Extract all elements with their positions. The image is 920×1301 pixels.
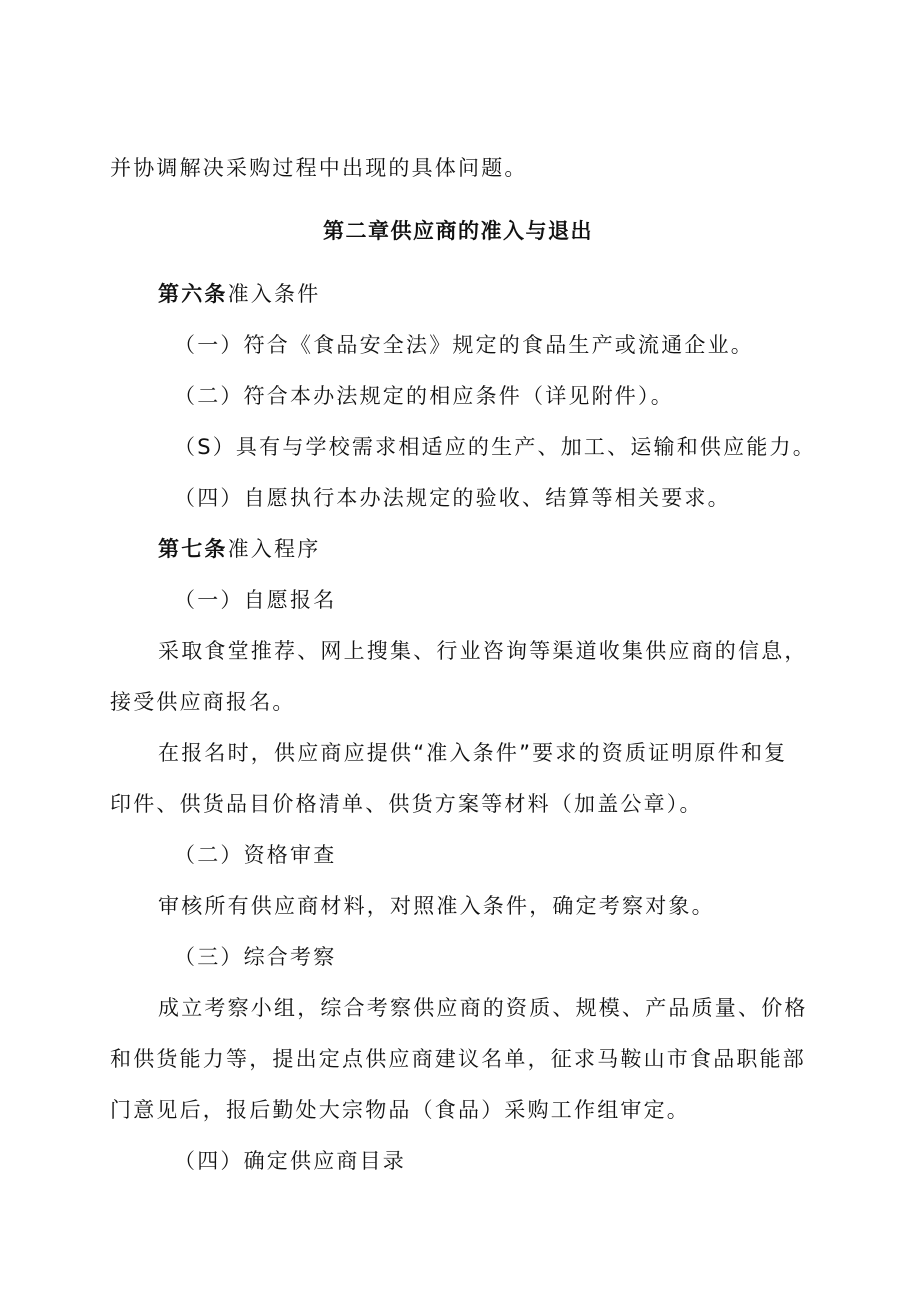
chapter-title: 第二章供应商的准入与退出 <box>323 219 593 243</box>
article-6-heading <box>158 279 320 309</box>
article-6-item-1: （一）符合《食品安全法》规定的食品生产或流通企业。 <box>174 333 754 357</box>
article-7-title: 准入程序 <box>227 537 321 561</box>
article-7-step-3-line-1: 成立考察小组，综合考察供应商的资质、规模、产品质量、价格 <box>158 996 808 1020</box>
article-7-heading <box>158 534 320 564</box>
article-7-step-3-line-3: 门意见后，报后勤处大宗物品（食品）采购工作组审定。 <box>110 1098 690 1122</box>
article-7-step-3-title: （三）综合考察 <box>174 945 337 969</box>
article-7-step-1-paragraph-1-line-1: 采取食堂推荐、网上搜集、行业咨询等渠道收集供应商的信息， <box>158 639 808 663</box>
continuation-text: 并协调解决采购过程中出现的具体问题。 <box>110 156 528 180</box>
article-7-step-1-paragraph-1-line-2: 接受供应商报名。 <box>110 690 296 714</box>
article-7-step-4-title: （四）确定供应商目录 <box>174 1149 406 1173</box>
article-6-item-4: （四）自愿执行本办法规定的验收、结算等相关要求。 <box>174 486 731 510</box>
article-6-item-2: （二）符合本办法规定的相应条件（详见附件）。 <box>174 384 674 408</box>
article-7-step-2-text: 审核所有供应商材料，对照准入条件，确定考察对象。 <box>158 894 715 918</box>
article-6-title: 准入条件 <box>227 282 321 306</box>
article-7-step-1-paragraph-2-line-1: 在报名时，供应商应提供“准入条件”要求的资质证明原件和复 <box>158 741 788 765</box>
article-7-step-1-title: （一）自愿报名 <box>174 588 337 612</box>
article-7-step-3-line-2: 和供货能力等，提出定点供应商建议名单，征求马鞍山市食品职能部 <box>110 1047 806 1071</box>
article-7-number: 第七条 <box>158 537 228 561</box>
article-6-item-3: （S）具有与学校需求相适应的生产、加工、运输和供应能力。 <box>174 435 816 459</box>
article-7-step-2-title: （二）资格审查 <box>174 843 337 867</box>
article-7-step-1-paragraph-2-line-2: 印件、供货品目价格清单、供货方案等材料（加盖公章）。 <box>110 792 703 816</box>
article-6-number: 第六条 <box>158 282 228 306</box>
